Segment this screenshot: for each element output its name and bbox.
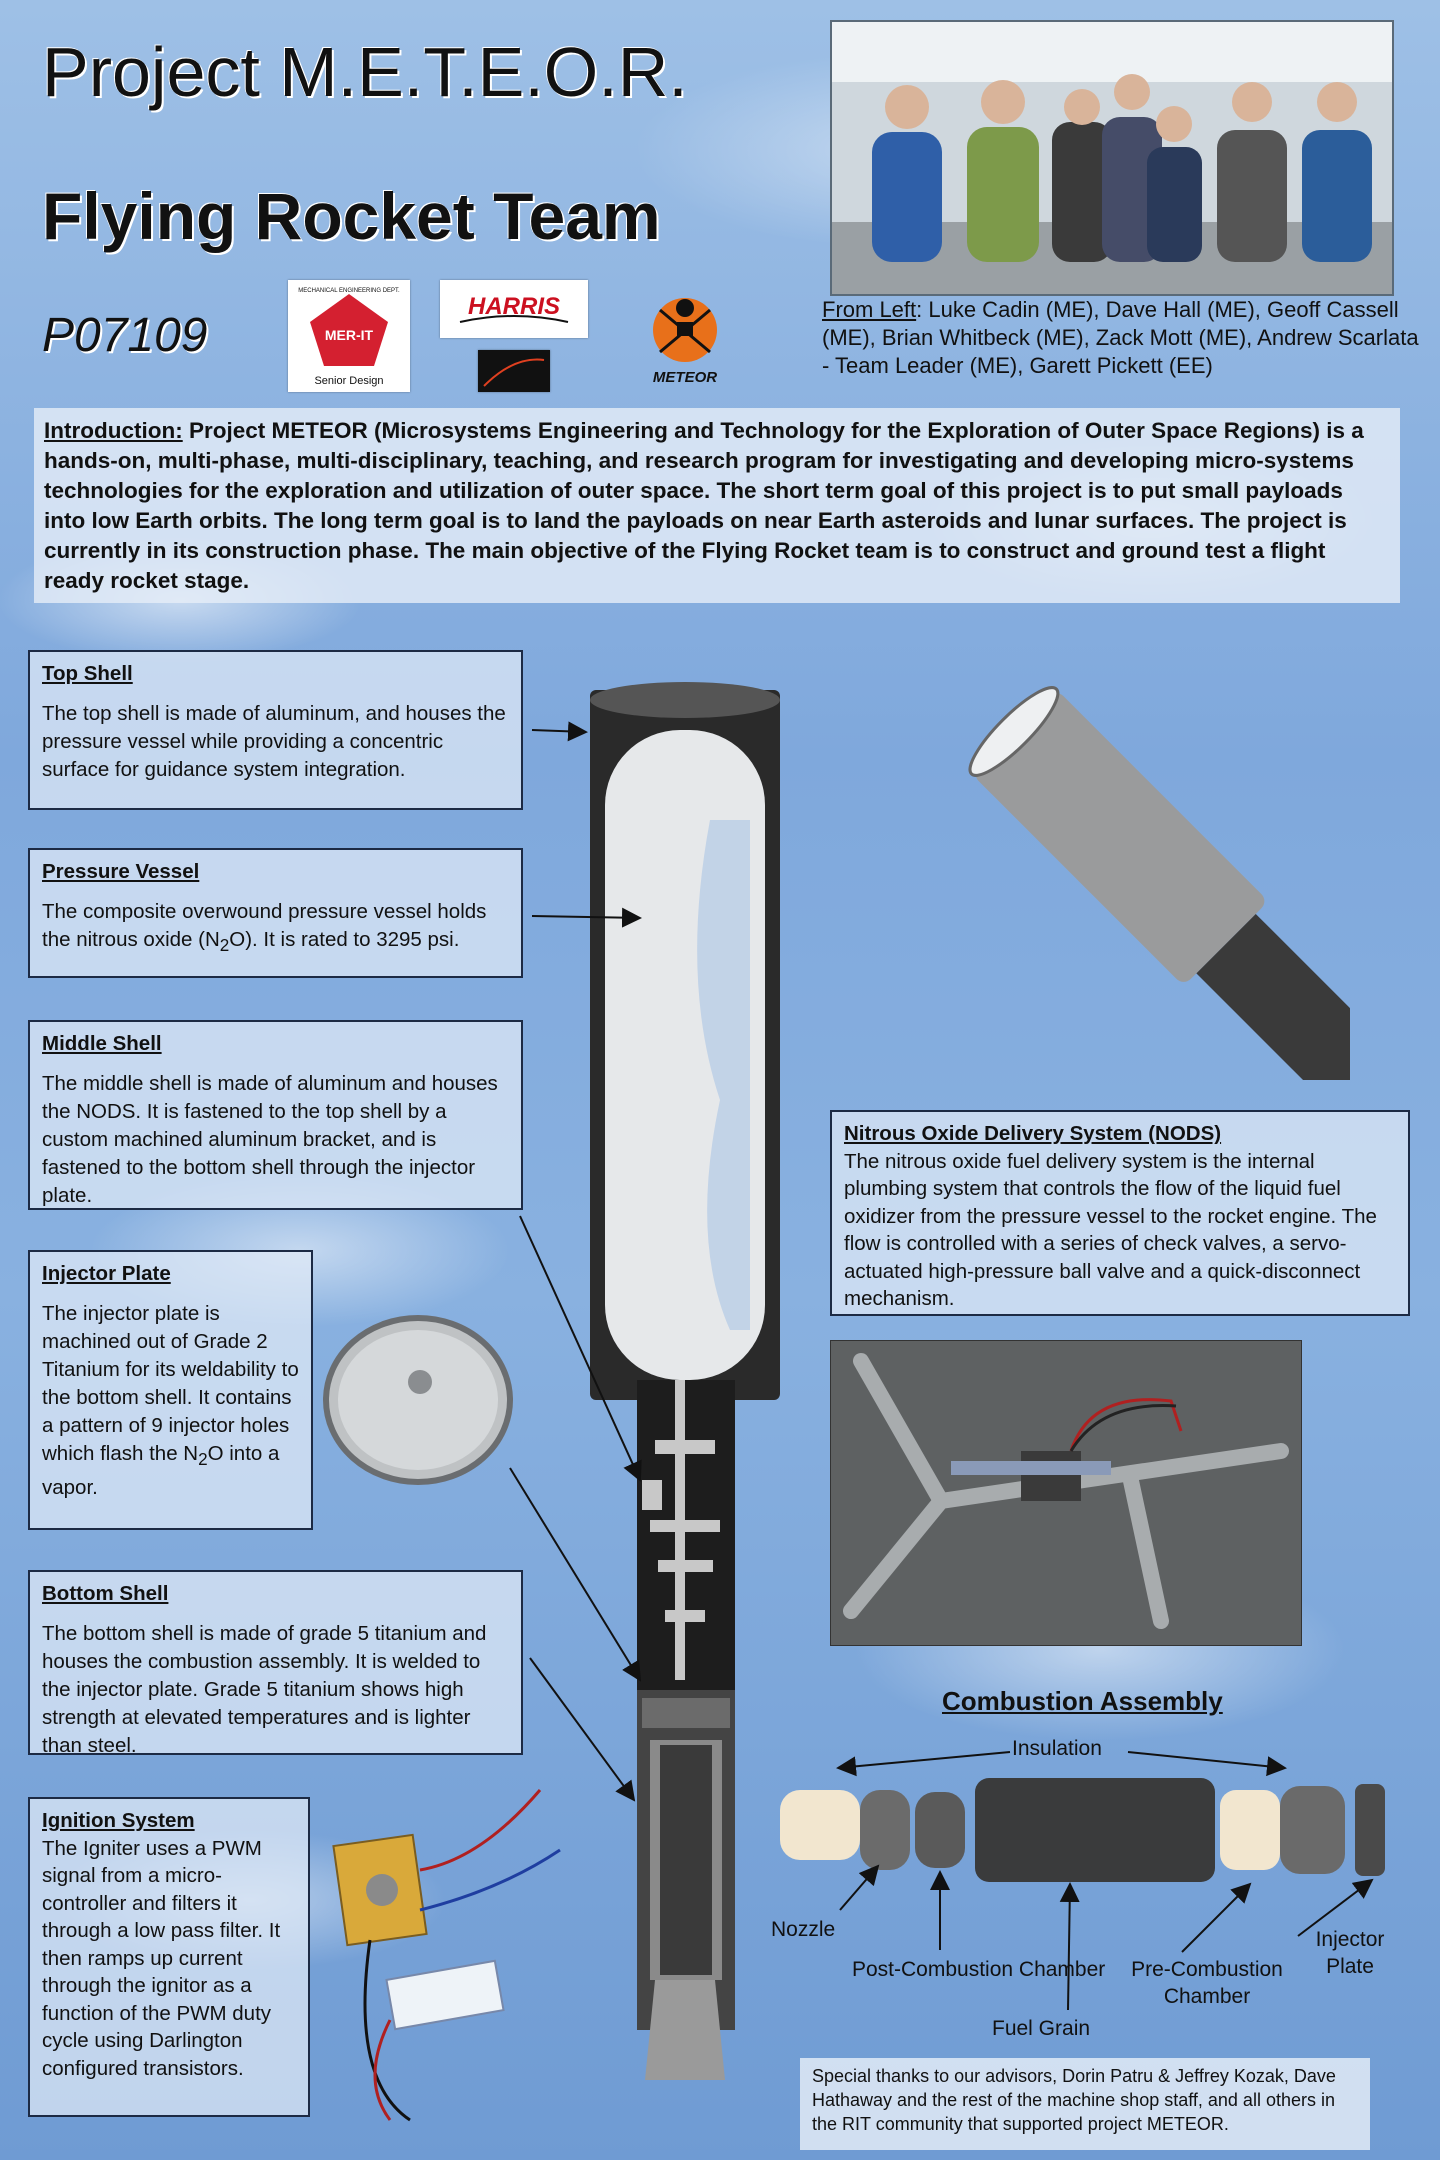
nozzle-shape <box>860 1790 910 1870</box>
harris-logo <box>440 280 588 338</box>
injector-plate-text-b: O into a vapor. <box>42 1442 280 1500</box>
top-shell-heading: Top Shell <box>42 662 133 685</box>
team-caption <box>822 296 1422 380</box>
meteor-logo <box>640 282 730 390</box>
combustion-assembly-title: Combustion Assembly <box>942 1686 1223 1716</box>
middle-shell-box <box>28 1020 523 1210</box>
injector-plate-sub: 2 <box>198 1450 208 1470</box>
harris-logo-text: HARRIS <box>467 293 561 320</box>
rocket-cross-section <box>570 680 790 2080</box>
injector-plate-shape <box>1355 1784 1385 1876</box>
igniter-render <box>330 1780 570 2140</box>
post-combustion-shape <box>915 1792 965 1868</box>
bottom-shell-heading: Bottom Shell <box>42 1582 169 1605</box>
label-insulation: Insulation <box>1012 1737 1102 1760</box>
pressure-vessel-text-a: The composite overwound pressure vessel holds the nitrous oxide (N <box>42 900 487 951</box>
intro-lead: Introduction: <box>44 418 183 443</box>
meteor-logo-text: METEOR <box>652 369 718 386</box>
merit-logo-ring-text: MECHANICAL ENGINEERING DEPT. <box>298 288 400 294</box>
pressure-vessel-heading: Pressure Vessel <box>42 860 200 883</box>
nods-box <box>830 1110 1410 1316</box>
pressure-vessel-sub: 2 <box>219 936 230 956</box>
top-shell-render <box>890 680 1350 1080</box>
combustion-assembly-render <box>770 1760 1410 1900</box>
arrow-fuel-grain <box>1068 1884 1070 2010</box>
middle-shell-text: The middle shell is made of aluminum and houses the NODS. It is fastened to the top shell by a custom machined aluminum bracket, and is fastened to the bottom shell through the injector plate. <box>42 1072 498 1207</box>
label-pre-combustion <box>1122 1956 1292 2010</box>
merit-logo-subtext: Senior Design <box>314 375 384 387</box>
label-injector-1: Injector <box>1315 1928 1385 1951</box>
middle-shell-shape <box>637 1380 735 1690</box>
nods-text: The nitrous oxide fuel delivery system is the internal plumbing system that controls the flow of the liquid fuel oxidizer from the pressure vessel to the rocket engine. The flow is controlled with a series of check valves, a servo-actuated high-pressure ball valve and a quick-disconnect mechanism. <box>844 1149 1377 1310</box>
pressure-vessel-box <box>28 848 523 978</box>
acknowledgements-box <box>800 2058 1370 2150</box>
middle-shell-heading: Middle Shell <box>42 1032 162 1055</box>
insulation-left-shape <box>780 1790 860 1860</box>
pressure-vessel-text-b: O). It is rated to 3295 psi. <box>229 928 460 951</box>
label-nozzle: Nozzle <box>771 1918 836 1941</box>
ignition-heading: Ignition System <box>42 1809 195 1832</box>
injector-plate-box <box>28 1250 313 1530</box>
team-photo <box>830 20 1394 296</box>
nods-heading: Nitrous Oxide Delivery System (NODS) <box>844 1122 1222 1145</box>
ignition-system-box <box>28 1797 310 2117</box>
label-post-combustion: Post-Combustion Chamber <box>852 1958 1106 1981</box>
merit-logo-text: MER-IT <box>324 327 374 343</box>
injector-plate-heading: Injector Plate <box>42 1262 171 1285</box>
ignition-text: The Igniter uses a PWM signal from a micro-controller and filters it through a low pass filter. It then ramps up current through the ignitor as a function of the PWM duty cycle using Darlington configured transistors. <box>42 1836 281 2080</box>
label-pre-combustion-2: Chamber <box>1163 1985 1251 2008</box>
merit-logo <box>288 280 410 392</box>
pre-combustion-shape <box>1280 1786 1345 1874</box>
rocket-streak-logo <box>478 350 550 392</box>
project-number: P07109 <box>42 309 208 362</box>
insulation-right-shape <box>1220 1790 1280 1870</box>
team-caption-lead: From Left <box>822 297 917 322</box>
fuel-grain-shape <box>975 1778 1215 1882</box>
label-injector-2: Plate <box>1326 1955 1374 1978</box>
intro-text: Project METEOR (Microsystems Engineering and Technology for the Exploration of Outer Space Regions) is a hands-on, multi-phase, multi-disciplinary, teaching, and research program for investigating and developing micro-systems technologies for the exploration and utilization of outer space. The short term goal of this project is to put small payloads into low Earth orbits. The long term goal is to land the payloads on near Earth asteroids and lunar surfaces. The project is currently in its construction phase. The main objective of the Flying Rocket team is to construct and ground test a flight ready rocket stage. <box>44 418 1364 593</box>
nozzle-shape <box>645 1980 725 2080</box>
bottom-shell-box <box>28 1570 523 1755</box>
label-pre-combustion-1: Pre-Combustion <box>1131 1958 1283 1981</box>
label-fuel-grain: Fuel Grain <box>992 2017 1091 2040</box>
injector-plate-text-a: The injector plate is machined out of Grade 2 Titanium for its weldability to the bottom shell. It contains a pattern of 9 injector holes which flash the N <box>42 1302 299 1465</box>
poster-title: Project M.E.T.E.O.R. <box>42 33 688 111</box>
team-title: Flying Rocket Team <box>42 179 661 253</box>
bottom-shell-text: The bottom shell is made of grade 5 titanium and houses the combustion assembly. It is welded to the injector plate. Grade 5 titanium shows high strength at elevated temperatures and is lighter than steel. <box>42 1622 487 1757</box>
team-caption-names: : Luke Cadin (ME), Dave Hall (ME), Geoff Cassell (ME), Brian Whitbeck (ME), Zack Mott (ME), Andrew Scarlata - Team Leader (ME), Garett Pickett (EE) <box>822 297 1419 378</box>
intro-box <box>34 408 1400 603</box>
label-injector-plate <box>1310 1926 1390 1980</box>
top-shell-text: The top shell is made of aluminum, and houses the pressure vessel while providing a concentric surface for guidance system integration. <box>42 702 506 781</box>
injector-plate-render <box>318 1300 518 1500</box>
acknowledgements-text: Special thanks to our advisors, Dorin Patru & Jeffrey Kozak, Dave Hathaway and the rest of the machine shop staff, and all others in the RIT community that supported project METEOR. <box>812 2066 1336 2134</box>
nods-plumbing-image <box>830 1340 1302 1646</box>
top-shell-box <box>28 650 523 810</box>
